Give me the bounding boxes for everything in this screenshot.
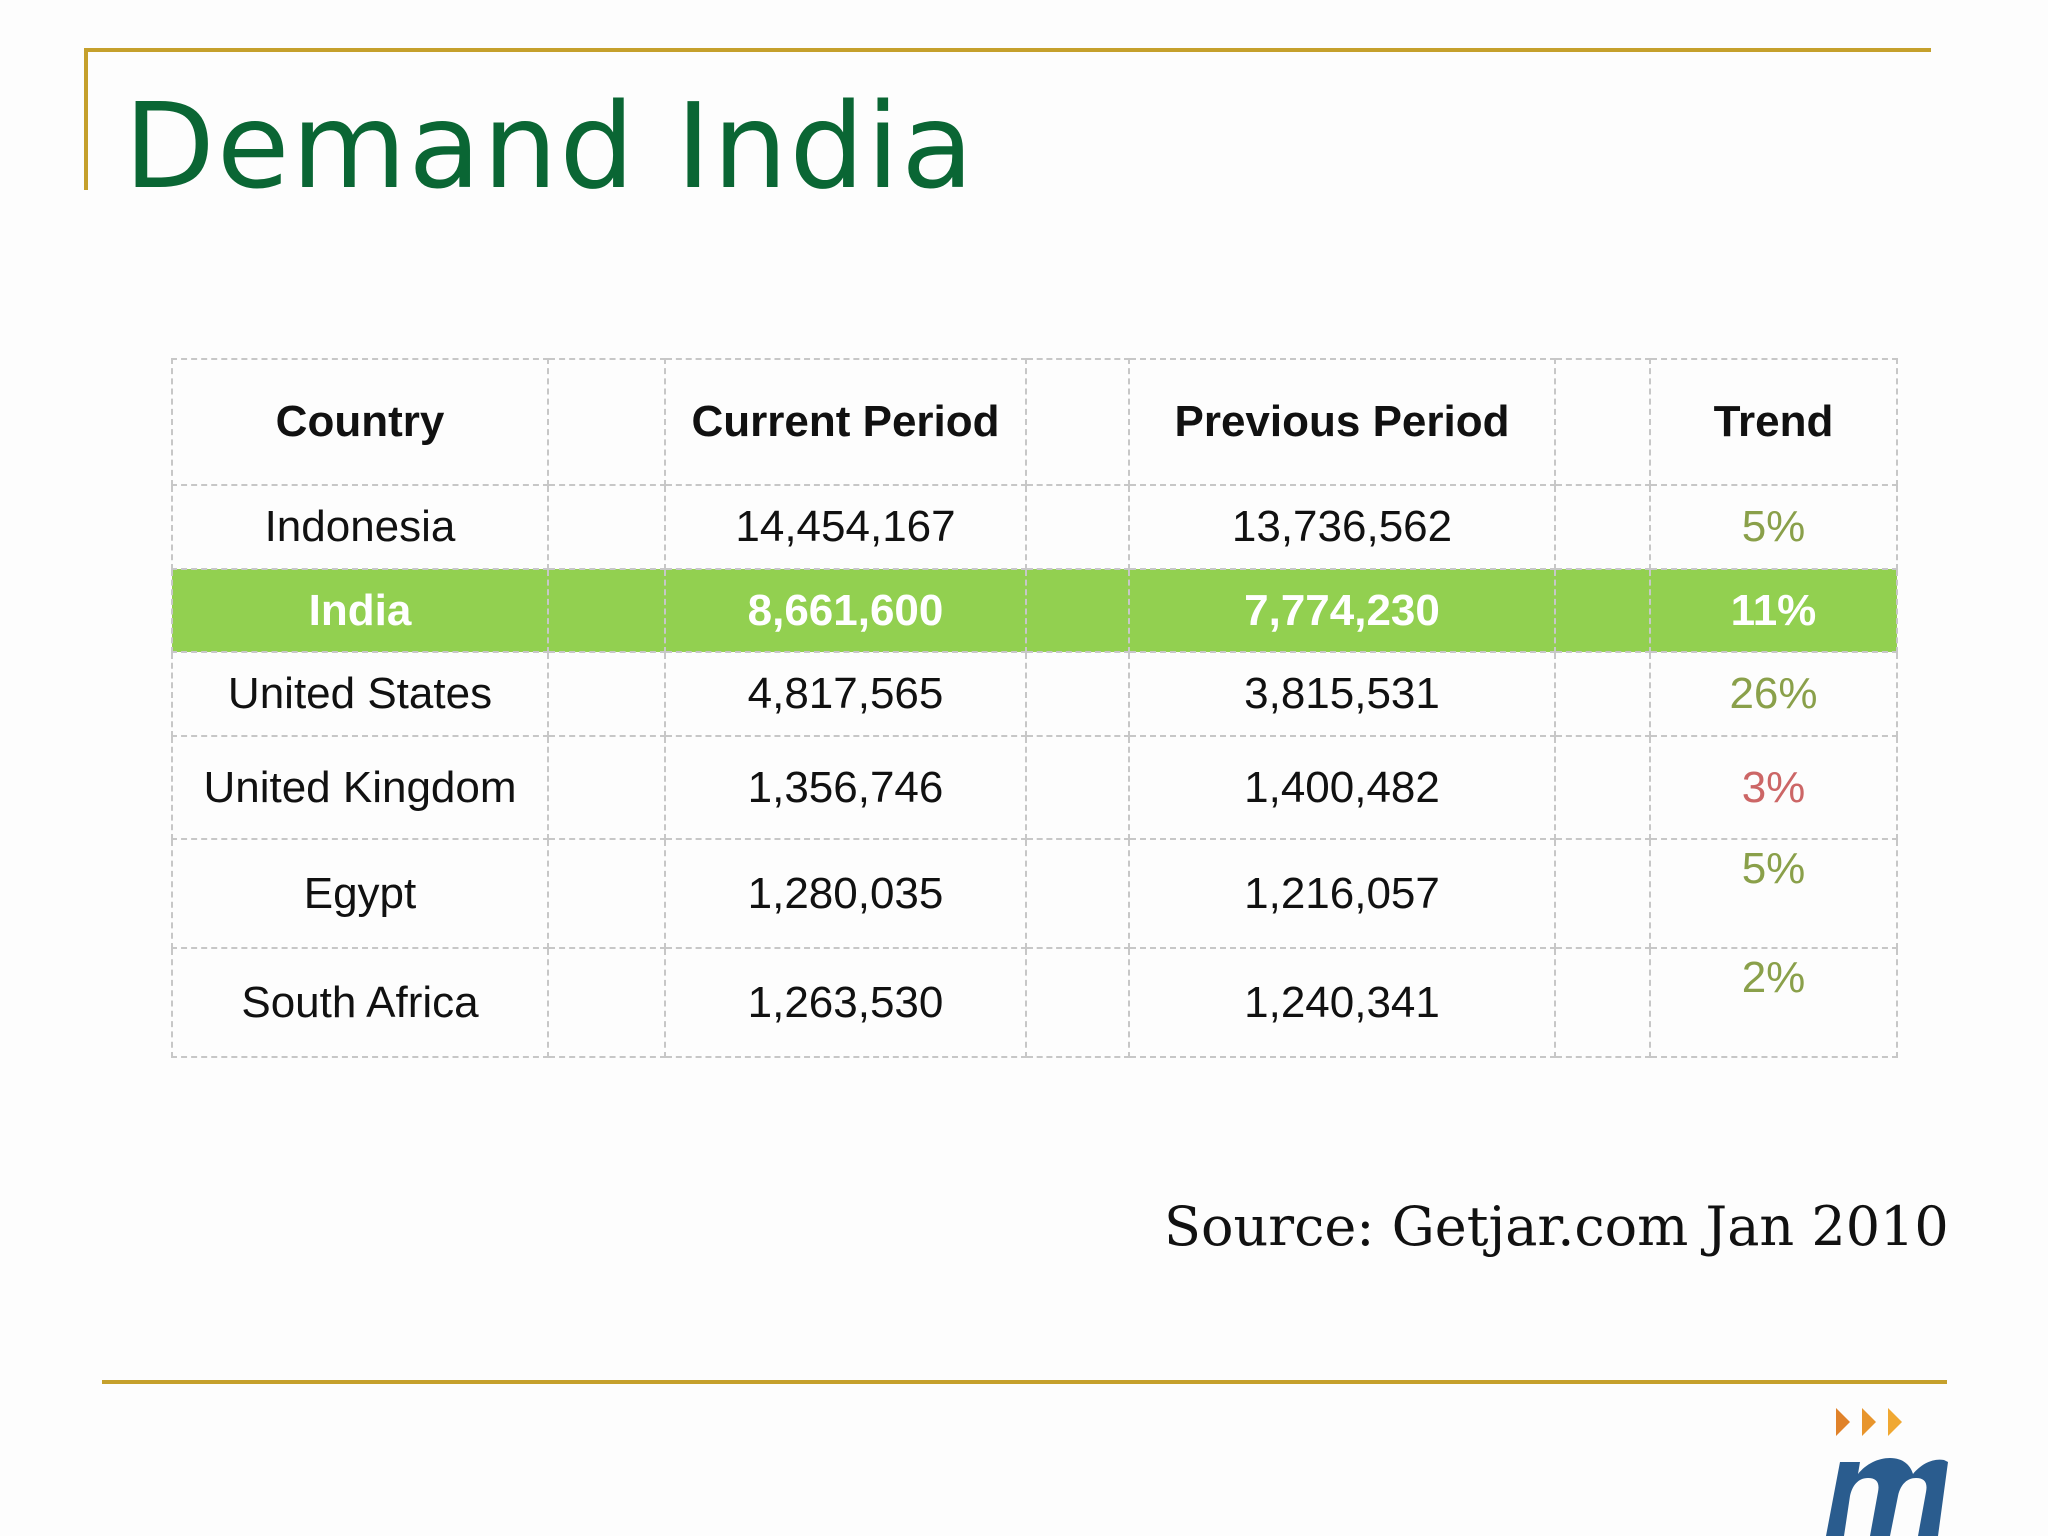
country-cell: Egypt bbox=[172, 839, 548, 948]
bottom-divider bbox=[102, 1380, 1947, 1384]
current-period-cell: 1,280,035 bbox=[665, 839, 1026, 948]
spacer-cell bbox=[1555, 652, 1650, 736]
trend-cell: 26% bbox=[1650, 652, 1897, 736]
header-country: Country bbox=[172, 359, 548, 485]
previous-period-cell: 7,774,230 bbox=[1129, 569, 1555, 652]
spacer-cell bbox=[1026, 359, 1129, 485]
spacer-cell bbox=[1026, 652, 1129, 736]
spacer-cell bbox=[1555, 948, 1650, 1057]
title-left-accent bbox=[84, 48, 88, 190]
demand-table bbox=[171, 358, 1898, 1058]
previous-period-cell: 13,736,562 bbox=[1129, 485, 1555, 569]
header-trend: Trend bbox=[1650, 359, 1897, 485]
country-cell: United Kingdom bbox=[172, 736, 548, 839]
spacer-cell bbox=[1555, 839, 1650, 948]
spacer-cell bbox=[1026, 569, 1129, 652]
spacer-cell bbox=[548, 652, 665, 736]
header-previous-period: Previous Period bbox=[1129, 359, 1555, 485]
trend-cell: 11% bbox=[1650, 569, 1897, 652]
trend-cell: 5% bbox=[1650, 839, 1897, 948]
current-period-cell: 1,356,746 bbox=[665, 736, 1026, 839]
table-row bbox=[172, 652, 1897, 736]
country-cell: Indonesia bbox=[172, 485, 548, 569]
country-cell: India bbox=[172, 569, 548, 652]
previous-period-cell: 1,240,341 bbox=[1129, 948, 1555, 1057]
current-period-cell: 8,661,600 bbox=[665, 569, 1026, 652]
previous-period-cell: 1,400,482 bbox=[1129, 736, 1555, 839]
spacer-cell bbox=[1555, 359, 1650, 485]
previous-period-cell: 1,216,057 bbox=[1129, 839, 1555, 948]
spacer-cell bbox=[1026, 485, 1129, 569]
table-row bbox=[172, 485, 1897, 569]
country-cell: United States bbox=[172, 652, 548, 736]
spacer-cell bbox=[548, 359, 665, 485]
spacer-cell bbox=[548, 485, 665, 569]
spacer-cell bbox=[548, 839, 665, 948]
table-row bbox=[172, 948, 1897, 1057]
current-period-cell: 14,454,167 bbox=[665, 485, 1026, 569]
current-period-cell: 1,263,530 bbox=[665, 948, 1026, 1057]
spacer-cell bbox=[1026, 839, 1129, 948]
m-logo-icon bbox=[1818, 1400, 1948, 1536]
table-row bbox=[172, 736, 1897, 839]
top-divider bbox=[84, 48, 1931, 52]
spacer-cell bbox=[1555, 485, 1650, 569]
table-row bbox=[172, 839, 1897, 948]
spacer-cell bbox=[548, 948, 665, 1057]
spacer-cell bbox=[1555, 569, 1650, 652]
spacer-cell bbox=[548, 736, 665, 839]
trend-cell: 3% bbox=[1650, 736, 1897, 839]
spacer-cell bbox=[1555, 736, 1650, 839]
source-citation: Source: Getjar.com Jan 2010 bbox=[1164, 1195, 1949, 1258]
trend-cell: 2% bbox=[1650, 948, 1897, 1057]
country-cell: South Africa bbox=[172, 948, 548, 1057]
spacer-cell bbox=[1026, 948, 1129, 1057]
previous-period-cell: 3,815,531 bbox=[1129, 652, 1555, 736]
spacer-cell bbox=[1026, 736, 1129, 839]
trend-cell: 5% bbox=[1650, 485, 1897, 569]
current-period-cell: 4,817,565 bbox=[665, 652, 1026, 736]
header-current-period: Current Period bbox=[665, 359, 1026, 485]
table-row-highlighted bbox=[172, 569, 1897, 652]
slide-title: Demand India bbox=[124, 77, 976, 215]
table-header-row bbox=[172, 359, 1897, 485]
spacer-cell bbox=[548, 569, 665, 652]
